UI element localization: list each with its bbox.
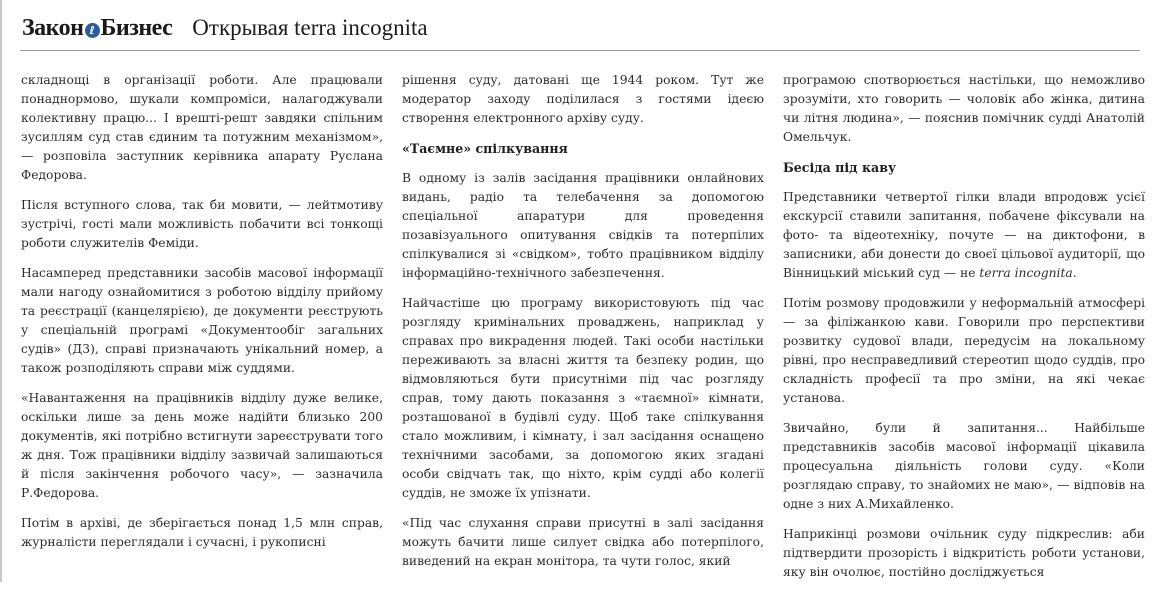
zakon-biznes-logo[interactable] (22, 15, 172, 42)
paragraph: В одному із залів засідання працівники онлайнових видань, радіо та телебачення за допомогою спеціальної апаратури для проведення позавізуального опитування свідків та потерпілих спілкувалися зі «свідком», тобто працівником відділу інформаційно-технічного забезпечення. (402, 171, 764, 280)
paragraph (783, 188, 1145, 283)
section-heading: «Таємне» спілкування (402, 141, 568, 156)
paragraph-tail: . (1072, 266, 1077, 280)
paragraph: Після вступного слова, так би мовити, — лейтмотиву зустрічі, гості мали можливість побачити всі тонкощі роботи служителів Феміди. (21, 198, 383, 250)
page-title: Открывая terra incognita (192, 15, 428, 40)
paragraph: Потім в архіві, де зберігається понад 1,5 млн справ, журналісти переглядали і сучасні, і рукописні (21, 516, 383, 549)
paragraph: рішення суду, датовані ще 1944 роком. Тут же модератор заходу поділилася з гостями ідеєю створення електронного архіву суду. (402, 73, 764, 125)
italic-phrase: terra incognita (979, 266, 1073, 280)
paragraph: Насамперед представники засобів масової інформації мали нагоду ознайомитися з роботою відділу прийому та реєстрації (канцелярією), де документи реєструють у спеціальній програмі «Документообіг загальних судів» (Д3), справі призначають унікальний номер, а також розподіляють справи між суддями. (21, 266, 383, 375)
paragraph: програмою спотворюється настільки, що неможливо зрозуміти, хто говорить — чоловік або жінка, дитина чи літня людина», — пояснив помічник судді Анатолій Омельчук. (783, 73, 1145, 144)
paragraph: Потім розмову продовжили у неформальній атмосфері — за філіжанкою кави. Говорили про перспективи розвитку судової влади, передусім на локальному рівні, про несправедливий стереотип щодо суддів, про складність професії та про зміни, на які чекає установа. (783, 296, 1145, 405)
paragraph: складнощі в організації роботи. Але працювали понаднормово, шукали компроміси, налагоджували колективну працю... І врешті-решт завдяки спільним зусиллям суд став єдиним та потужним механізмом», — розповіла заступник керівника апарату Руслана Федорова. (21, 73, 383, 182)
article-column-2 (402, 71, 764, 593)
logo-mark-icon: ℓ (85, 23, 100, 38)
paragraph: Найчастіше цю програму використовують під час розгляду кримінальних проваджень, наприклад у справах про викрадення людей. Такі особи настільки переживають за власні життя та безпеку родин, що відмовляються бути присутніми під час розгляду справ, тому дають показання з «таємної» кімнати, розташованої в будівлі суду. Щоб таке спілкування стало можливим, і кімнату, і зал засідання оснащено технічними засобами, за допомогою яких згадані особи свідчать так, що ніхто, крім судді або колегії суддів, не зможе їх упізнати. (402, 296, 764, 500)
paragraph: «Навантаження на працівників відділу дуже велике, оскільки лише за день може надійти близько 200 документів, які потрібно встигнути зареєструвати того ж дня. Тож працівники відділу зазвичай залишаються й після закінчення робочого часу», — зазначила Р.Федорова. (21, 391, 383, 500)
paragraph: «Під час слухання справи присутні в залі засідання можуть бачити лише силует свідка або потерпілого, виведений на екран монітора, та чути голос, який (402, 516, 764, 568)
section-heading: Бесіда під каву (783, 160, 897, 175)
paragraph-text: Представники четвертої гілки влади впродовж усієї екскурсії ставили запитання, побачене фіксували на фото- та відеотехніку, почуте — на диктофони, в записники, аби донести до своєї цільової аудиторії, що Вінницький міський суд — не (783, 190, 1145, 280)
article-columns (21, 71, 1146, 593)
logo-text-right: Бизнес (100, 14, 173, 41)
header-divider (20, 50, 1140, 51)
paragraph: Наприкінці розмови очільник суду підкреслив: аби підтвердити прозорість і відкритість роботи установи, яку він очолює, постійно досліджується (783, 527, 1145, 579)
article-column-1 (21, 71, 383, 593)
page-left-border (0, 0, 2, 582)
page-header (22, 8, 428, 48)
paragraph: Звичайно, були й запитання... Найбільше представників засобів масової інформації цікавила процесуальна діяльність голови суду. «Коли розглядаю справу, то знайомих не маю», — відповів на одне з них А.Михайленко. (783, 421, 1145, 511)
logo-text-left: Закон (22, 14, 84, 41)
article-column-3 (783, 71, 1145, 593)
